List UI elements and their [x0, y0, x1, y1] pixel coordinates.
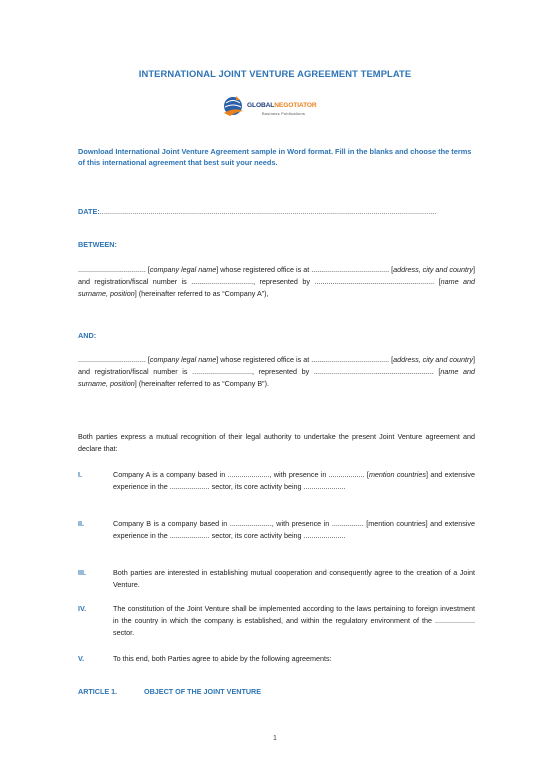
article-number: ARTICLE 1. [78, 687, 118, 696]
and-label: AND: [78, 331, 97, 340]
between-label: BETWEEN: [78, 240, 117, 249]
global-negotiator-logo [222, 94, 332, 124]
logo-subtitle: Business Publications [262, 111, 306, 116]
document-title: INTERNATIONAL JOINT VENTURE AGREEMENT TEMPLATE [138, 68, 412, 79]
article-title: OBJECT OF THE JOINT VENTURE [144, 687, 262, 696]
page-number: 1 [273, 735, 277, 742]
party-b-paragraph: .................................. [company legal name] whose registered office is at ....................................... [address, city and country] and registration/fiscal number is .............................., represented by ............................................................ [name and surname, position] (hereinafter referred to as “Company B”). [78, 355, 476, 388]
recognition-paragraph: Both parties express a mutual recognition of their legal authority to undertake the present Joint Venture agreement and declare that: [78, 432, 475, 453]
date-blank: ...................................................................................................................................................................... [99, 207, 437, 216]
document-page: INTERNATIONAL JOINT VENTURE AGREEMENT TEMPLATE GLOBALNEGOTIATOR Business Publications Download International Joint Venture Agreement sample in Word format. Fill in the blanks and choose the terms of this international agreement that best suit your needs. DATE:...................................................................................................................................................................... BETWEEN: .................................. [company legal name] whose registered office is at ....................................... [address, city and country] and registration/fiscal number is ..............................., represented by ............................................................ [name and surname, position] (hereinafter referred to as “Company A”), AND: .................................. [company legal name] whose registered office is at ....................................... [address, city and country] and registration/fiscal number is .............................., represented by ............................................................ [name and surname, position] (hereinafter referred to as “Company B”). Both parties express a mutual recognition of their legal authority to undertake the present Joint Venture agreement and declare that: I. Company A is a company based in ....................., with presence in .................. [mention countries] and extensive experience in the .................... sector, its core activity being ..................... II. Company B is a company based in ....................., with presence in ................ [mention countries] and extensive experience in the .................... sector, its core activity being ..................... III. Both parties are interested in establishing mutual cooperation and consequently agree to the creation of a Joint Venture. IV. The constitution of the Joint Venture shall be implemented according to the laws pertaining to foreign investment in the country in which the company is established, and within the regulatory environment of the .................... sector. V. To this end, both Parties agree to abide by the following agreements: ARTICLE 1. OBJECT OF THE JOINT VENTURE 1 [0, 0, 550, 777]
globe-logo-icon [222, 94, 244, 120]
intro-text: Download International Joint Venture Agreement sample in Word format. Fill in the blanks and choose the terms of this international agreement that best suit your needs. [78, 147, 472, 168]
date-label: DATE:...................................................................................................................................................................... [78, 207, 437, 216]
party-a-paragraph: .................................. [company legal name] whose registered office is at ....................................... [address, city and country] and registration/fiscal number is ..............................., represented by ............................................................ [name and surname, position] (hereinafter referred to as “Company A”), [78, 265, 476, 298]
article-heading [78, 687, 262, 696]
logo-name: GLOBALNEGOTIATOR [247, 102, 317, 109]
